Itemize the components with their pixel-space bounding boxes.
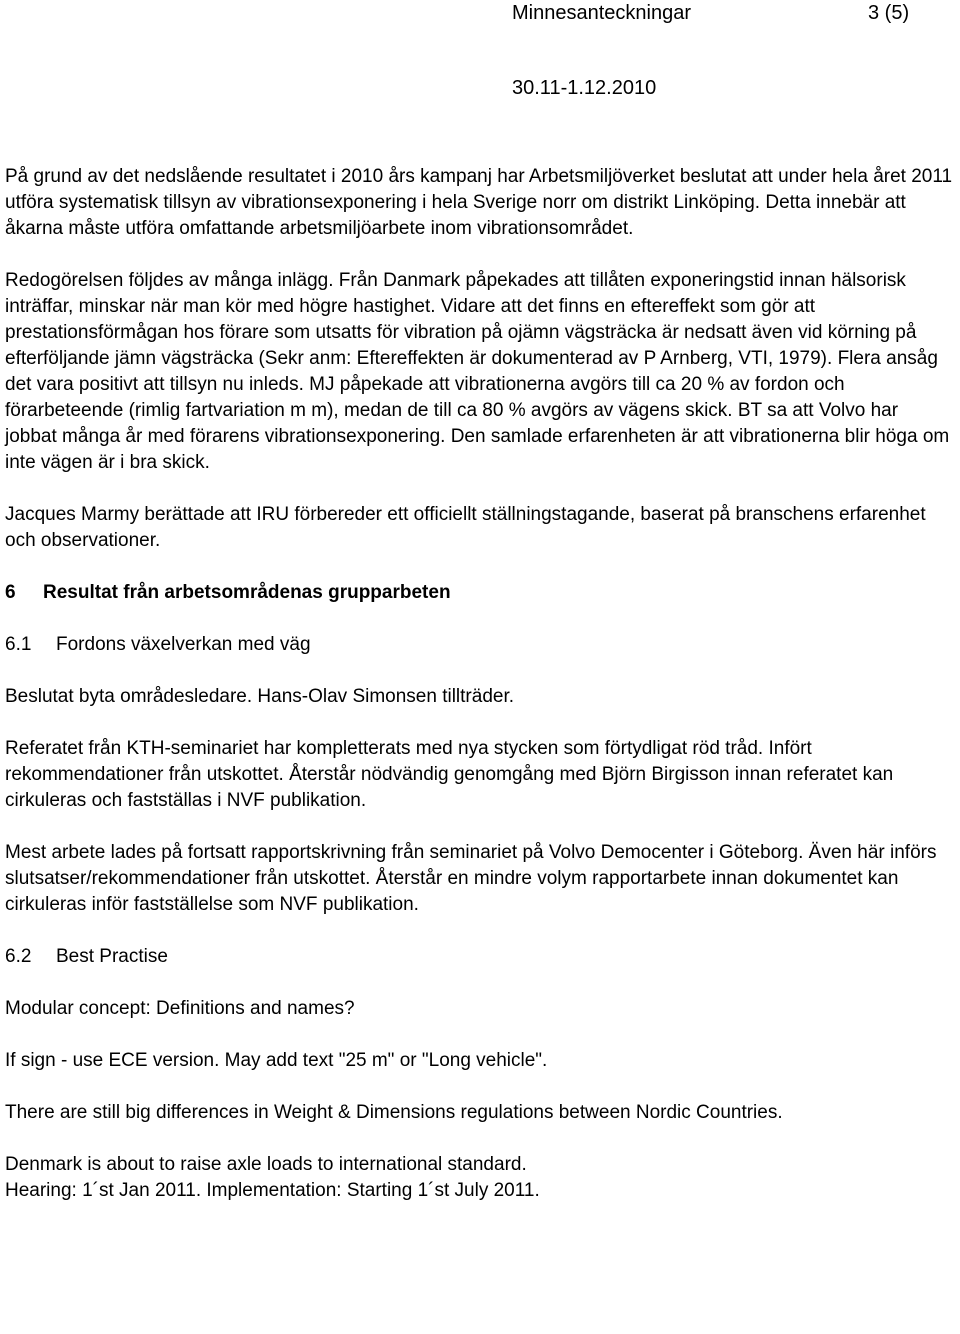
section-6-number: 6 — [5, 582, 16, 603]
paragraph-6-1-kth: Referatet från KTH-seminariet har kompletterats med nya stycken som förtydligat röd tråd. Infört rekommendationer från utskottet. Återstår nödvändig genomgång med Björn Birgisson innan referatet kan cirkuleras och fastställas i NVF publikation. — [5, 738, 894, 811]
section-6-1-heading — [5, 632, 955, 658]
page-number: 3 (5) — [868, 2, 910, 24]
document-title: Minnesanteckningar — [512, 2, 691, 24]
paragraph-6-1-volvo: Mest arbete lades på fortsatt rapportskrivning från seminariet på Volvo Democenter i Göteborg. Även här införs slutsatser/rekommendationer från utskottet. Återstår en mindre volym rapportarbete innan dokumentet kan cirkuleras inför fastställelse som NVF publikation. — [5, 842, 937, 915]
paragraph-6-2-differences: There are still big differences in Weight & Dimensions regulations between Nordic Countries. — [5, 1102, 783, 1123]
section-6-1-title: Fordons växelverkan med väg — [56, 634, 311, 655]
section-6-2-title: Best Practise — [56, 946, 168, 967]
paragraph-discussion: Redogörelsen följdes av många inlägg. Från Danmark påpekades att tillåten exponeringstid innan hälsorisk inträffar, minskar när man kör med högre hastighet. Vidare att det finns en eftereffekt som gör att prestationsförmågan hos förare som utsatts för vibration på ojämn vägsträcka är nedsatt även vid körning på efterföljande jämn vägsträcka (Sekr anm: Eftereffekten är dokumenterad av P Arnberg, VTI, 1979). Flera ansåg det vara positivt att tillsyn nu inleds. MJ påpekade att vibrationerna avgörs till ca 20 % av fordon och förarbeteende (rimlig fartvariation m m), medan de till ca 80 % avgörs av vägens skick. BT sa att Volvo har jobbat många år med förarens vibrationsexponering. Den samlade erfarenheten är att vibrationerna blir höga om inte vägen är i bra skick. — [5, 270, 950, 473]
paragraph-6-2-modular: Modular concept: Definitions and names? — [5, 998, 355, 1019]
meeting-date: 30.11-1.12.2010 — [512, 77, 657, 99]
paragraph-6-2-denmark: Denmark is about to raise axle loads to international standard. — [5, 1154, 527, 1175]
paragraph-6-2-hearing: Hearing: 1´st Jan 2011. Implementation: Starting 1´st July 2011. — [5, 1180, 540, 1201]
section-6-2-number: 6.2 — [5, 946, 32, 967]
section-6-title: Resultat från arbetsområdenas grupparbeten — [43, 582, 451, 603]
paragraph-campaign-result: På grund av det nedslående resultatet i 2010 års kampanj har Arbetsmiljöverket beslutat att under hela året 2011 utföra systematisk tillsyn av vibrationsexponering i hela Sverige norr om distrikt Linköping. Detta innebär att åkarna måste utföra omfattande arbetsmiljöarbete inom vibrationsområdet. — [5, 166, 953, 239]
section-6-2-heading — [5, 944, 955, 970]
paragraph-6-2-sign: If sign - use ECE version. May add text "25 m" or "Long vehicle". — [5, 1050, 548, 1071]
paragraph-iru-statement: Jacques Marmy berättade att IRU förbereder ett officiellt ställningstagande, baserat på branschens erfarenhet och observationer. — [5, 504, 926, 551]
document-body — [5, 164, 955, 1204]
section-6-heading — [5, 580, 955, 606]
section-6-1-number: 6.1 — [5, 634, 32, 655]
paragraph-6-1-leader: Beslutat byta områdesledare. Hans-Olav Simonsen tillträder. — [5, 686, 515, 707]
